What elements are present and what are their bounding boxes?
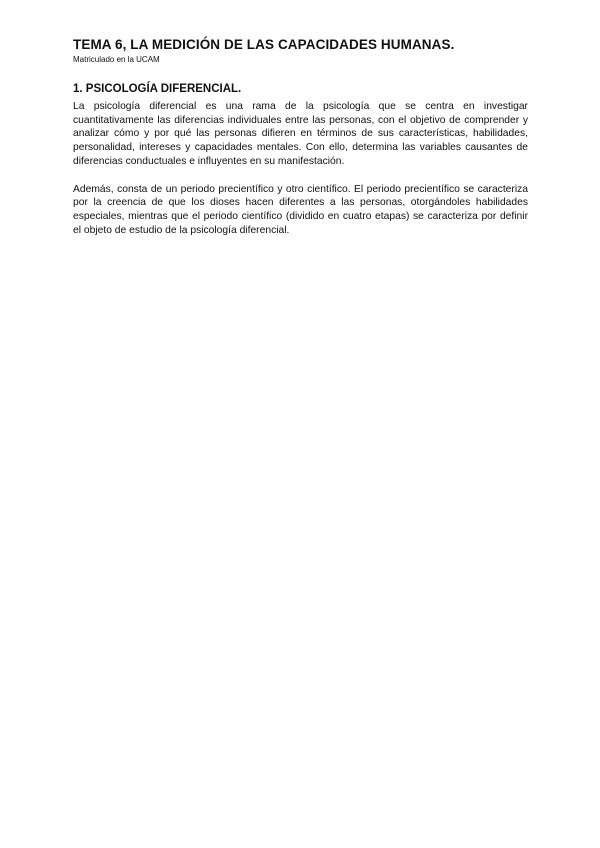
section-heading: 1. PSICOLOGÍA DIFERENCIAL. xyxy=(73,83,242,95)
page-content xyxy=(73,37,528,237)
document-title: TEMA 6, LA MEDICIÓN DE LAS CAPACIDADES HUMANAS. xyxy=(73,37,455,52)
paragraph-periods: Además, consta de un periodo precientífico y otro científico. El periodo precientífico se caracteriza por la creencia de que los dioses hacen diferentes a las personas, otorgándoles habilidades especiales, mientras que el periodo científico (dividido en cuatro etapas) se caracteriza por definir el objeto de estudio de la psicología diferencial. xyxy=(73,183,528,236)
paragraph-definition: La psicología diferencial es una rama de la psicología que se centra en investigar cuantitativamente las diferencias individuales entre las personas, con el objetivo de comprender y analizar cómo y por qué las personas difieren en términos de sus características, habilidades, personalidad, intereses y capacidades mentales. Con ello, determina las variables causantes de diferencias conductuales e influyentes en su manifestación. xyxy=(73,101,528,167)
section-psicologia-diferencial xyxy=(73,82,528,237)
document-subtitle: Matriculado en la UCAM xyxy=(73,55,160,64)
